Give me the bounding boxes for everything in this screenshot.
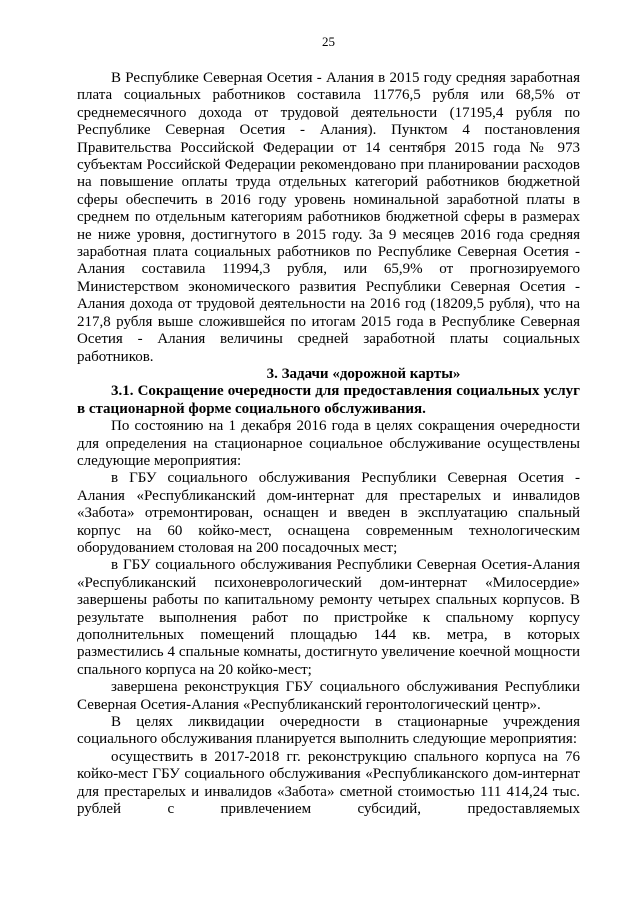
paragraph-gerontology: завершена реконструкция ГБУ социального обслуживания Республики Северная Осетия-Алания «Республиканский геронтологический центр». <box>77 679 580 713</box>
paragraph-miloserdie: в ГБУ социального обслуживания Республики Северная Осетия-Алания «Республиканский психоневрологический дом-интернат «Милосердие» завершены работы по капитальному ремонту четырех спальных корпусов. В результате выполнения работ по пристройке к спальному корпусу дополнительных помещений площадью 144 кв. метра, в которых разместились 4 спальные комнаты, достигнуто увеличение коечной мощности спального корпуса на 20 койко-мест; <box>77 557 580 678</box>
subsection-heading-3-1: 3.1. Сокращение очередности для предоставления социальных услуг в стационарной форме социального обслуживания. <box>77 383 580 417</box>
section-heading-roadmap-tasks: 3. Задачи «дорожной карты» <box>266 365 461 382</box>
page-number: 25 <box>322 34 335 49</box>
paragraph-plans-intro: В целях ликвидации очередности в стационарные учреждения социального обслуживания планируется выполнить следующие мероприятия: <box>77 714 580 748</box>
paragraph-zabota: в ГБУ социального обслуживания Республики Северная Осетия - Алания «Республиканский дом-интернат для престарелых и инвалидов «Забота» отремонтирован, оснащен и введен в эксплуатацию спальный корпус на 60 койко-мест, оснащена современным технологическим оборудованием столовая на 200 посадочных мест; <box>77 470 580 556</box>
paragraph-salary-2015: В Республике Северная Осетия - Алания в 2015 году средняя заработная плата социальных работников составила 11776,5 рубля или 68,5% от среднемесячного дохода от трудовой деятельности (17195,4 рубля по Республике Северная Осетия - Алания). Пунктом 4 постановления Правительства Российской Федерации от 14 сентября 2015 года № 973 субъектам Российской Федерации рекомендовано при планировании расходов на повышение оплаты труда отдельных категорий работников бюджетной сферы обеспечить в 2016 году уровень номинальной заработной платы в среднем по отдельным категориям работников бюджетной сферы в размерах не ниже уровня, достигнутого в 2015 году. За 9 месяцев 2016 года средняя заработная плата социальных работников по Республике Северная Осетия - Алания составила 11994,3 рубля, или 65,9% от прогнозируемого Министерством экономического развития Республики Северная Осетия - Алания дохода от трудовой деятельности на 2016 год (18209,5 рубля), что на 217,8 рубля выше сложившейся по итогам 2015 года в Республике Северная Осетия - Алания величины средней заработной платы социальных работников. <box>77 70 580 365</box>
paragraph-measures-intro: По состоянию на 1 декабря 2016 года в целях сокращения очередности для определения на стационарное социальное обслуживание осуществлены следующие мероприятия: <box>77 418 580 469</box>
paragraph-reconstruction-plan: осуществить в 2017-2018 гг. реконструкцию спального корпуса на 76 койко-мест ГБУ социального обслуживания «Республиканского дом-интернат для престарелых и инвалидов «Забота» сметной стоимостью 111 414,24 тыс. рублей с привлечением субсидий, предоставляемых <box>77 748 580 818</box>
